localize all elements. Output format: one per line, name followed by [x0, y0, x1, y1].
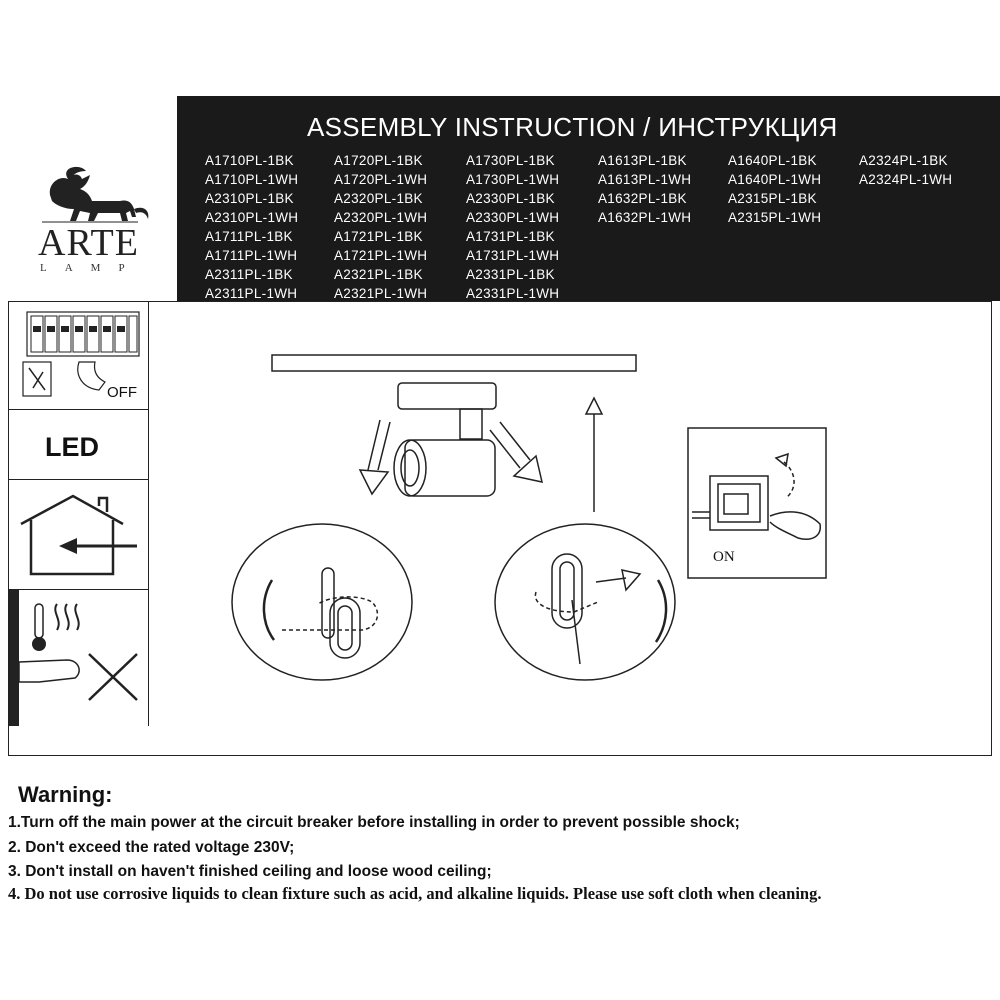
model-code: A1731PL-1BK	[466, 229, 555, 244]
page-title: ASSEMBLY INSTRUCTION / ИНСТРУКЦИЯ	[307, 112, 838, 142]
model-code: A1710PL-1WH	[205, 172, 299, 187]
model-code: A1710PL-1BK	[205, 153, 294, 168]
model-code: A1613PL-1BK	[598, 153, 687, 168]
model-code: A1730PL-1BK	[466, 153, 555, 168]
warning-item-4: 4. Do not use corrosive liquids to clean fixture such as acid, and alkaline liquids. Please use soft cloth when cleaning.	[8, 884, 822, 903]
model-code: A1640PL-1WH	[728, 172, 822, 187]
model-code: A2315PL-1WH	[728, 210, 822, 225]
header-banner	[177, 96, 1000, 301]
model-code: A1720PL-1WH	[334, 172, 428, 187]
model-code: A1632PL-1BK	[598, 191, 687, 206]
led-cell	[9, 410, 149, 480]
model-code: A1721PL-1BK	[334, 229, 423, 244]
model-code: A1632PL-1WH	[598, 210, 692, 225]
model-code: A2320PL-1BK	[334, 191, 423, 206]
model-code: A2330PL-1WH	[466, 210, 560, 225]
model-code: A2330PL-1BK	[466, 191, 555, 206]
model-code: A1711PL-1WH	[205, 248, 298, 263]
warning-item-2: 2. Don't exceed the rated voltage 230V;	[8, 839, 295, 856]
no-touch-hot-icon	[9, 590, 147, 726]
indoor-house-icon	[9, 480, 147, 590]
power-off-cell	[9, 302, 149, 410]
brand-subline: LAMP	[40, 262, 143, 274]
warning-item-3: 3. Don't install on haven't finished ceiling and loose wood ceiling;	[8, 863, 492, 880]
model-code: A2315PL-1BK	[728, 191, 817, 206]
model-code: A1640PL-1BK	[728, 153, 817, 168]
model-code: A1721PL-1WH	[334, 248, 428, 263]
heat-warning-cell	[9, 590, 149, 726]
model-code: A1730PL-1WH	[466, 172, 560, 187]
model-code: A2321PL-1BK	[334, 267, 423, 282]
model-code: A2331PL-1WH	[466, 286, 560, 301]
model-code: A1711PL-1BK	[205, 229, 293, 244]
model-code: A1613PL-1WH	[598, 172, 692, 187]
model-code: A2310PL-1BK	[205, 191, 294, 206]
on-label: ON	[713, 549, 735, 565]
warning-title: Warning:	[18, 782, 113, 807]
model-code: A2324PL-1WH	[859, 172, 953, 187]
indoor-use-cell	[9, 480, 149, 590]
model-code: A2321PL-1WH	[334, 286, 428, 301]
model-code: A2311PL-1BK	[205, 267, 293, 282]
warning-item-1: 1.Turn off the main power at the circuit breaker before installing in order to prevent possible shock;	[8, 814, 740, 831]
model-code: A1720PL-1BK	[334, 153, 423, 168]
model-code: A2311PL-1WH	[205, 286, 298, 301]
model-code: A2320PL-1WH	[334, 210, 428, 225]
off-label: OFF	[107, 384, 137, 401]
led-label: LED	[45, 432, 99, 462]
instruction-panel	[8, 301, 992, 756]
model-code: A2324PL-1BK	[859, 153, 948, 168]
model-code: A2310PL-1WH	[205, 210, 299, 225]
model-code: A2331PL-1BK	[466, 267, 555, 282]
brand-name: ARTE	[38, 222, 139, 264]
model-code: A1731PL-1WH	[466, 248, 560, 263]
